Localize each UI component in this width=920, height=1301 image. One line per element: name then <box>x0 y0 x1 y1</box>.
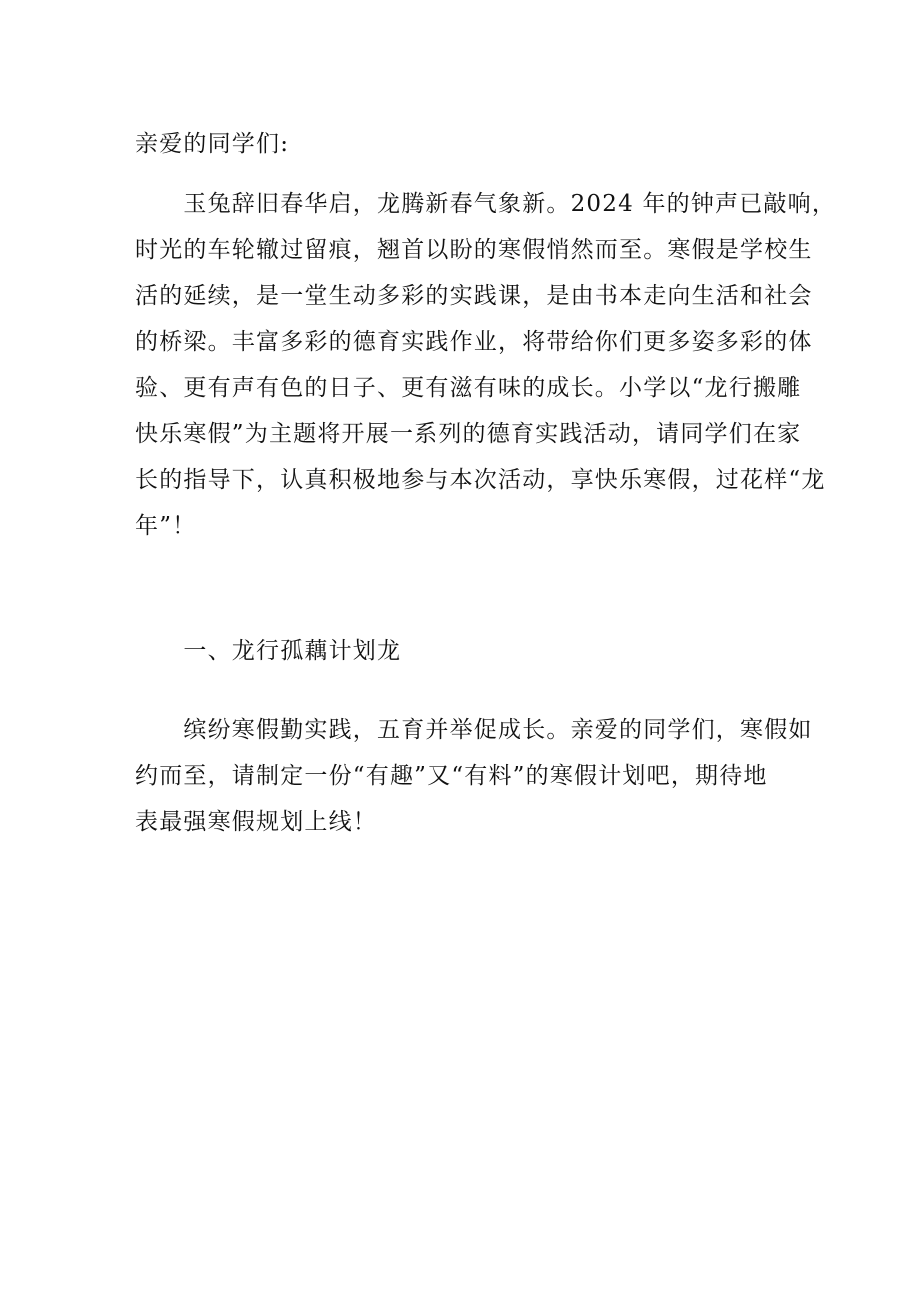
paragraph-line: 时光的车轮辙过留痕，翘首以盼的寒假悄然而至。寒假是学校生 <box>135 237 813 263</box>
greeting-text: 亲爱的同学们: <box>135 131 290 157</box>
paragraph-line: 约而至，请制定一份“有趣”又“有料”的寒假计划吧，期待地 <box>135 763 768 789</box>
section-heading-text: 一、龙行孤藕计划龙 <box>135 638 402 664</box>
paragraph-line: 年”！ <box>135 513 197 539</box>
section-paragraph <box>135 707 813 845</box>
paragraph-line: 玉兔辞旧春华启，龙腾新春气象新。2024 年的钟声已敲响， <box>135 191 837 217</box>
paragraph-line: 快乐寒假”为主题将开展一系列的德育实践活动，请同学们在家 <box>135 421 802 447</box>
paragraph-line: 长的指导下，认真积极地参与本次活动，享快乐寒假，过花样“龙 <box>135 467 826 493</box>
paragraph-line: 缤纷寒假勤实践，五育并举促成长。亲爱的同学们，寒假如 <box>135 717 813 743</box>
paragraph-line: 表最强寒假规划上线！ <box>135 809 377 835</box>
greeting-line <box>135 121 795 167</box>
intro-paragraph <box>135 181 837 549</box>
paragraph-line: 的桥梁。丰富多彩的德育实践作业，将带给你们更多姿多彩的体 <box>135 329 813 355</box>
paragraph-line: 验、更有声有色的日子、更有滋有味的成长。小学以“龙行搬雕 <box>135 375 802 401</box>
section-heading <box>135 628 795 674</box>
paragraph-line: 活的延续，是一堂生动多彩的实践课，是由书本走向生活和社会 <box>135 283 813 309</box>
